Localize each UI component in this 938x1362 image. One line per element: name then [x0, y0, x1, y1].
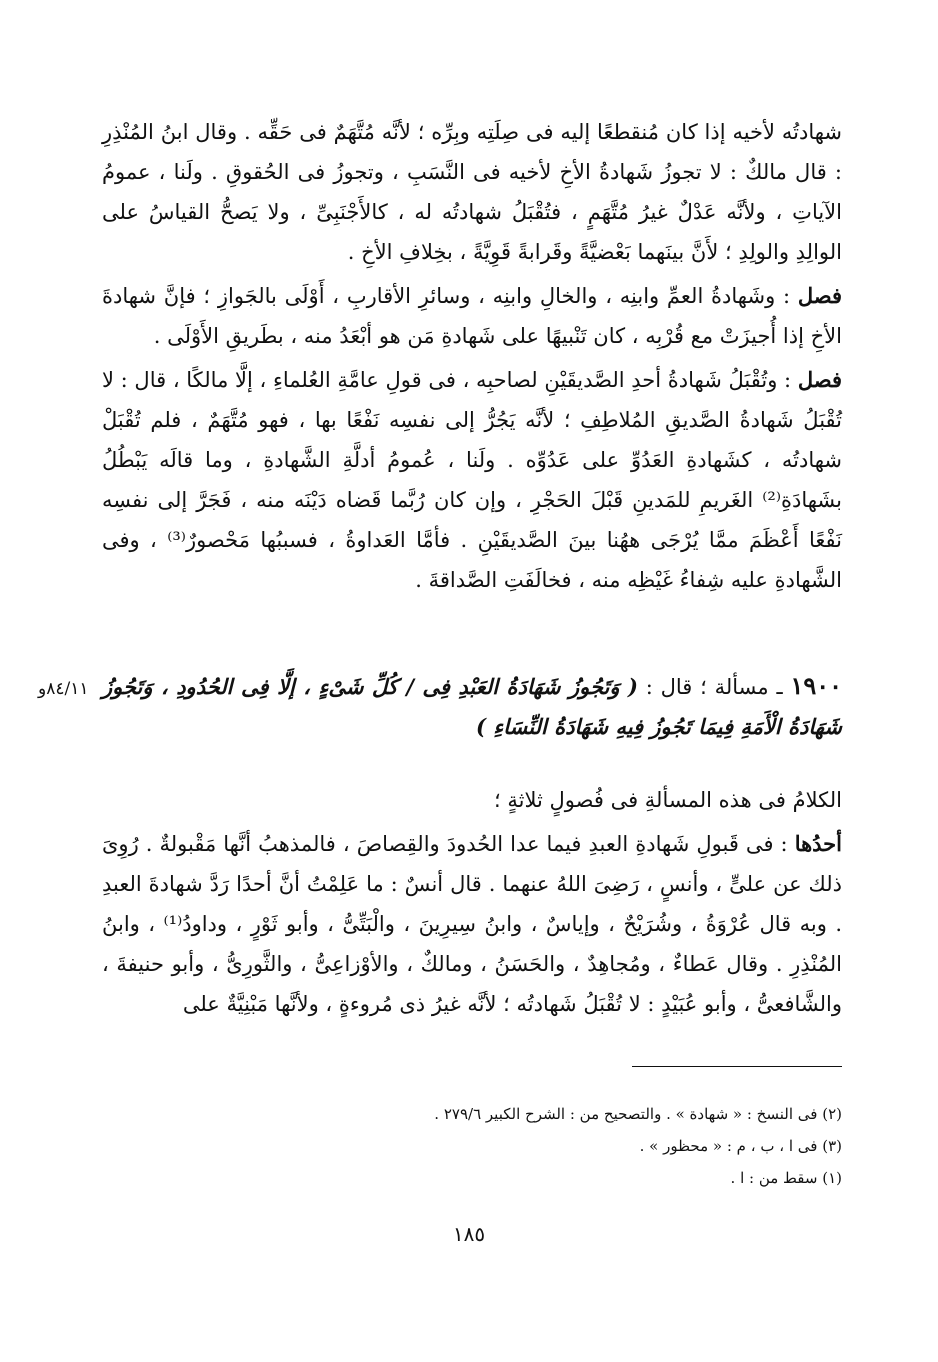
section-label: فصل [797, 283, 842, 308]
masala-quote: ( وَتَجُوزُ شَهَادَةُ العَبْدِ فِى / كُلِّ شَىْءٍ ، إلَّا فِى الحُدُودِ ، وَتَجُوزُ شَهَادَةُ الْأَمَةِ فِيمَا تَجُوزُ فِيهِ شَهَادَةُ النِّسَاءِ ) [102, 674, 842, 739]
main-text-bottom [102, 780, 842, 1024]
masala-number: ١٩٠٠ [790, 671, 842, 700]
paragraph-fasl-relatives [102, 276, 842, 356]
masala-heading [102, 666, 842, 747]
paragraph-text: : وشَهادةُ العمِّ وابنِه ، والخالِ وابنِه ، وسائرِ الأقاربِ ، أَوْلَى بالجَوازِ ؛ فإنَّ شهادةَ الأخِ إذا أُجيزَتْ مع قُرْبِه ، كان تَنْبيهًا على شَهادةِ مَن هو أبْعَدُ منه ، بطَريقِ الأَوْلَى . [102, 284, 842, 348]
margin-manuscript-reference: ٨٤/١١و [38, 679, 89, 699]
masala-intro: ـ مسألة ؛ قال : [645, 675, 783, 699]
paragraph-text: : فى قَبولِ شَهادةِ العبدِ فيما عدا الحُدودَ والقِصاصَ ، فالمذهبُ أنَّها مَقْبولةٌ . رُوِىَ ذلك عن علىٍّ ، وأنسٍ ، رَضِىَ اللهُ عنهما . قال أنسٌ : ما عَلِمْتُ أنَّ أحدًا رَدَّ شهادةَ العبدِ . وبه قال عُرْوَةُ ، وشُرَيْحٌ ، وإياسٌ ، وابنُ سِيرِينَ ، والْبَتِّىُّ ، وأبو ثَوْرٍ ، وداودُ⁽¹⁾ ، وابنُ المُنْذِرِ . وقال عَطاءٌ ، ومُجاهِدٌ ، والحَسَنُ ، ومالكٌ ، والأوْزاعِىُّ ، والثَّورِىُّ ، وأبو حنيفةَ ، والشَّافعىُّ ، وأبو عُبَيْدٍ : لا تُقْبَلُ شَهادتُه ؛ لأنَّه غيرُ ذى مُروءةٍ ، ولأنَّها مَبْنِيَّةٌ على [102, 832, 842, 1016]
footnote-3: (٣) فى ا ، ب ، م : « محظور » . [639, 1137, 842, 1155]
paragraph-text: الكلامُ فى هذه المسألةِ فى فُصولٍ ثلاثةٍ ؛ [494, 788, 842, 812]
footnotes [102, 1098, 842, 1194]
footnote-1: (١) سقط من : ا . [730, 1169, 842, 1187]
footnote-separator [632, 1066, 842, 1067]
section-label: أحدُها [794, 831, 842, 856]
paragraph-text: شهادتُه لأخيه إذا كان مُنقطعًا إليه فى صِلَتِه وبِرِّه ؛ لأنَّه مُتَّهَمٌ فى حَقِّه . وقال ابنُ المُنْذِرِ : قال مالكٌ : لا تجوزُ شَهادةُ الأخِ لأخيه فى النَّسَبِ ، وتجوزُ فى الحُقوقِ . ولَنا ، عمومُ الآياتِ ، ولأنَّه عَدْلٌ غيرُ مُتَّهَمٍ ، فتُقْبَلُ شهادتُه له ، كالأَجْنَبِىِّ ، ولا يَصحُّ القياسُ على الوالِدِ والولِدِ ؛ لأَنَّ بينَهما بَعْضيَّةً وقَرابةً قَوِيَّةً ، بخِلافِ الأخِ . [102, 120, 842, 264]
main-text-top [102, 112, 842, 600]
page-number: ١٨٥ [452, 1222, 486, 1246]
footnote-2: (٢) فى النسخ : « شهادة » . والتصحيح من : الشرح الكبير ٢٧٩/٦ . [434, 1105, 842, 1123]
paragraph-text: : وتُقْبَلُ شَهادةُ أحدِ الصَّديقَيْنِ لصاحبِه ، فى قولِ عامَّةِ العُلماءِ ، إلَّا مالكًا ، قال : لا تُقْبَلُ شَهادةُ الصَّديقِ المُلاطِفِ ؛ لأنَّه يَجُرُّ إلى نفسِه نَفْعًا بها ، فهو مُتَّهَمٌ ، فلم تُقْبَلْ شهادتُه ، كشَهادةِ العَدُوِّ على عَدُوِّه . ولَنا ، عُمومُ أدلَّةِ الشَّهادةِ ، وما قالَه يَبْطُلُ بشَهادَةِ⁽²⁾ الغَريمِ للمَدينِ قَبْلَ الحَجْرِ ، وإن كان رُبَّما قَضاه دَيْنَه منه ، فَجَرَّ إلى نفسِه نَفْعًا أَعْظَمَ ممَّا يُرْجَى ههُنا بينَ الصَّديقَيْنِ . فأمَّا العَداوةُ ، فسببُها مَحْصورٌ⁽³⁾ ، وفى الشَّهادةِ عليه شِفاءُ غَيْظِه منه ، فخالَفَتِ الصَّداقةَ . [102, 368, 842, 592]
paragraph-fasl-friends [102, 360, 842, 600]
paragraph-intro [102, 780, 842, 820]
paragraph-first-chapter [102, 824, 842, 1024]
paragraph-continuation [102, 112, 842, 272]
masala-block [102, 666, 842, 747]
section-label: فصل [797, 367, 842, 392]
